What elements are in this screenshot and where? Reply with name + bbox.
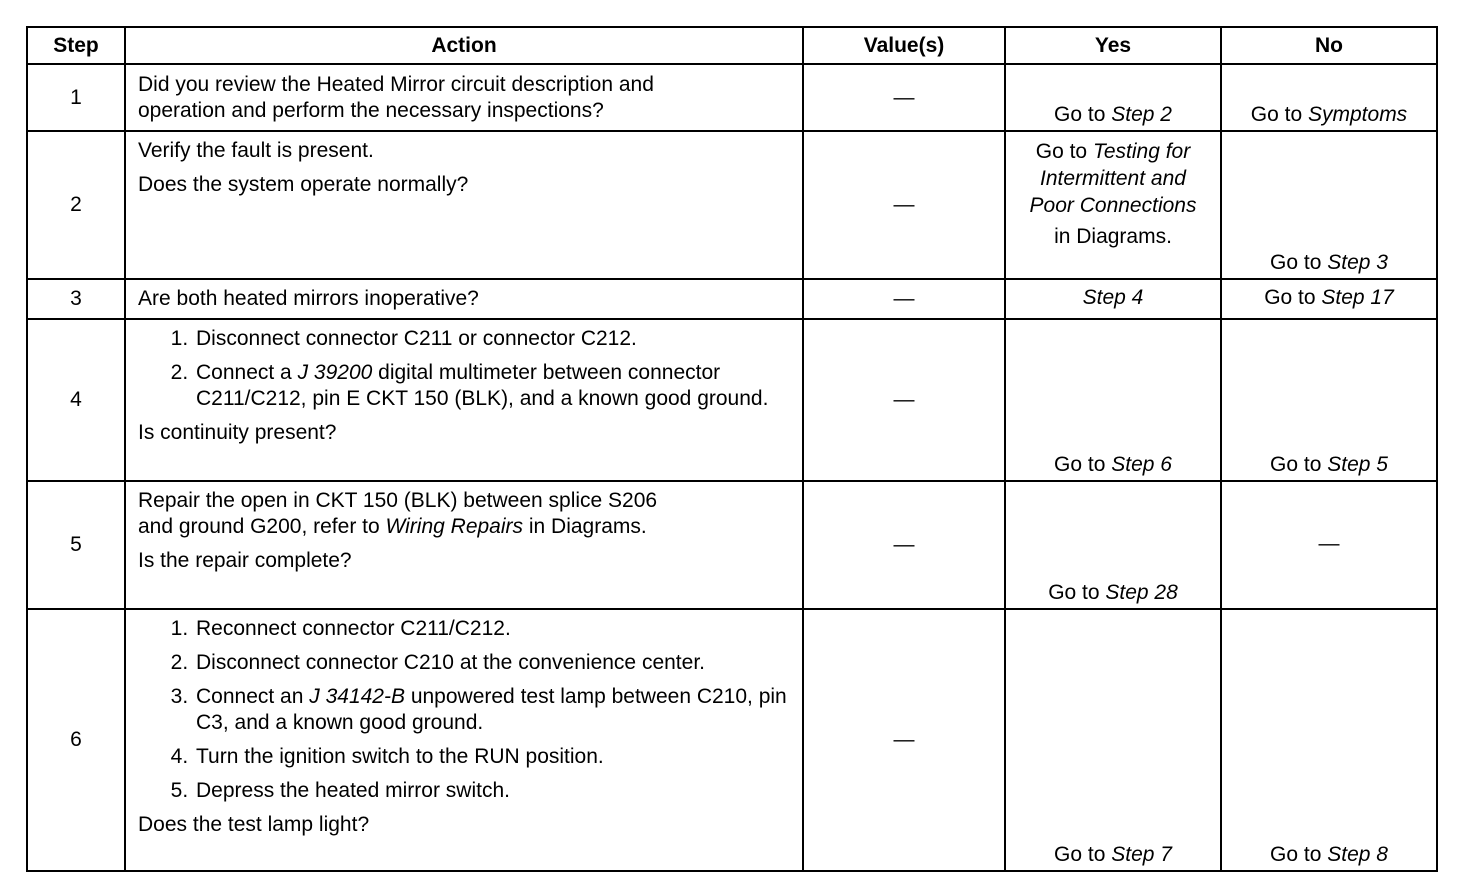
action-cell (125, 131, 803, 279)
header-step: Step (27, 27, 125, 64)
table-row-step-3 (27, 279, 1437, 319)
yes-prefix: Go to (1035, 140, 1093, 163)
value-cell: — (803, 481, 1005, 609)
action-text: in Diagrams. (523, 515, 647, 538)
action-cell (125, 64, 803, 131)
item-text: Connect a (196, 361, 298, 384)
item-text: digital multimeter between connector C211/C212, pin E CKT 150 (BLK), and a known good ground. (196, 361, 769, 410)
step-number: 3 (27, 279, 125, 319)
step-number: 1 (27, 64, 125, 131)
no-prefix: Go to (1270, 843, 1328, 866)
yes-cell (1005, 131, 1221, 279)
yes-cell (1005, 64, 1221, 131)
no-step-link[interactable]: Step 8 (1327, 843, 1388, 866)
yes-step-link[interactable]: Step 6 (1111, 453, 1172, 476)
action-cell (125, 481, 803, 609)
yes-cell (1005, 279, 1221, 319)
no-step-link[interactable]: Step 3 (1327, 251, 1388, 274)
no-prefix: Go to (1270, 453, 1328, 476)
action-cell: Are both heated mirrors inoperative? (125, 279, 803, 319)
procedure-item (194, 360, 792, 412)
no-cell (1221, 319, 1437, 481)
yes-step-link[interactable]: Step 28 (1105, 581, 1178, 604)
procedure-item: 2. Disconnect connector C210 at the convenience center. (194, 650, 792, 676)
procedure-list (138, 616, 792, 804)
action-line (138, 514, 792, 540)
procedure-item: 4. Turn the ignition switch to the RUN position. (194, 744, 792, 770)
action-line: Repair the open in CKT 150 (BLK) between splice S206 (138, 489, 658, 512)
no-cell (1221, 64, 1437, 131)
no-symptoms-link[interactable]: Symptoms (1308, 103, 1408, 126)
action-text: and ground G200, refer to (138, 515, 386, 538)
yes-step-link[interactable]: Step 2 (1111, 103, 1172, 126)
procedure-item: 1. Reconnect connector C211/C212. (194, 616, 792, 642)
tool-reference: J 34142-B (309, 685, 405, 708)
value-cell: — (803, 279, 1005, 319)
header-values: Value(s) (803, 27, 1005, 64)
yes-step-link[interactable]: Step 7 (1111, 843, 1172, 866)
step-number: 2 (27, 131, 125, 279)
yes-prefix: Go to (1054, 843, 1112, 866)
procedure-item (194, 684, 792, 736)
value-cell: — (803, 64, 1005, 131)
item-text: unpowered test lamp between C210, pin C3, and a known good ground. (196, 685, 787, 734)
action-text: Verify the fault is present. (138, 139, 374, 162)
table-row-step-1 (27, 64, 1437, 131)
no-prefix: Go to (1270, 251, 1328, 274)
yes-step-link[interactable]: Step 4 (1082, 286, 1144, 309)
yes-reference-line3[interactable]: Poor Connections (1029, 194, 1197, 217)
table-row-step-5 (27, 481, 1437, 609)
yes-prefix: Go to (1054, 103, 1112, 126)
action-question: Is the repair complete? (138, 549, 352, 572)
yes-cell (1005, 319, 1221, 481)
action-question: Does the test lamp light? (138, 813, 370, 836)
value-cell: — (803, 319, 1005, 481)
header-no: No (1221, 27, 1437, 64)
table-row-step-6 (27, 609, 1437, 871)
no-prefix: Go to (1264, 286, 1322, 309)
yes-cell (1005, 609, 1221, 871)
yes-reference-line1[interactable]: Testing for (1092, 140, 1191, 163)
header-row (27, 27, 1437, 64)
no-step-link[interactable]: Step 5 (1327, 453, 1388, 476)
diagnostic-table-container (26, 26, 1438, 872)
no-cell (1221, 131, 1437, 279)
value-cell: — (803, 131, 1005, 279)
tool-reference: J 39200 (297, 361, 373, 384)
action-line: Did you review the Heated Mirror circuit description and (138, 73, 654, 96)
procedure-item: 1. Disconnect connector C211 or connector C212. (194, 326, 792, 352)
procedure-list (138, 326, 792, 412)
action-cell (125, 609, 803, 871)
header-yes: Yes (1005, 27, 1221, 64)
yes-cell (1005, 481, 1221, 609)
step-number: 4 (27, 319, 125, 481)
no-cell: — (1221, 481, 1437, 609)
step-number: 5 (27, 481, 125, 609)
no-prefix: Go to (1250, 103, 1308, 126)
value-cell: — (803, 609, 1005, 871)
action-question: Does the system operate normally? (138, 173, 469, 196)
no-cell (1221, 609, 1437, 871)
yes-prefix: Go to (1048, 581, 1106, 604)
action-question: Is continuity present? (138, 421, 337, 444)
table-row-step-2 (27, 131, 1437, 279)
no-cell (1221, 279, 1437, 319)
yes-prefix: Go to (1054, 453, 1112, 476)
item-text: Connect an (196, 685, 310, 708)
yes-reference-line2[interactable]: Intermittent and (1040, 167, 1186, 190)
diagnostic-table (26, 26, 1438, 872)
header-action: Action (125, 27, 803, 64)
yes-suffix: in Diagrams. (1054, 225, 1172, 248)
step-number: 6 (27, 609, 125, 871)
table-row-step-4 (27, 319, 1437, 481)
no-step-link[interactable]: Step 17 (1321, 286, 1394, 309)
action-line: operation and perform the necessary inspections? (138, 99, 604, 122)
wiring-repairs-link[interactable]: Wiring Repairs (385, 515, 524, 538)
procedure-item: 5. Depress the heated mirror switch. (194, 778, 792, 804)
action-cell (125, 319, 803, 481)
